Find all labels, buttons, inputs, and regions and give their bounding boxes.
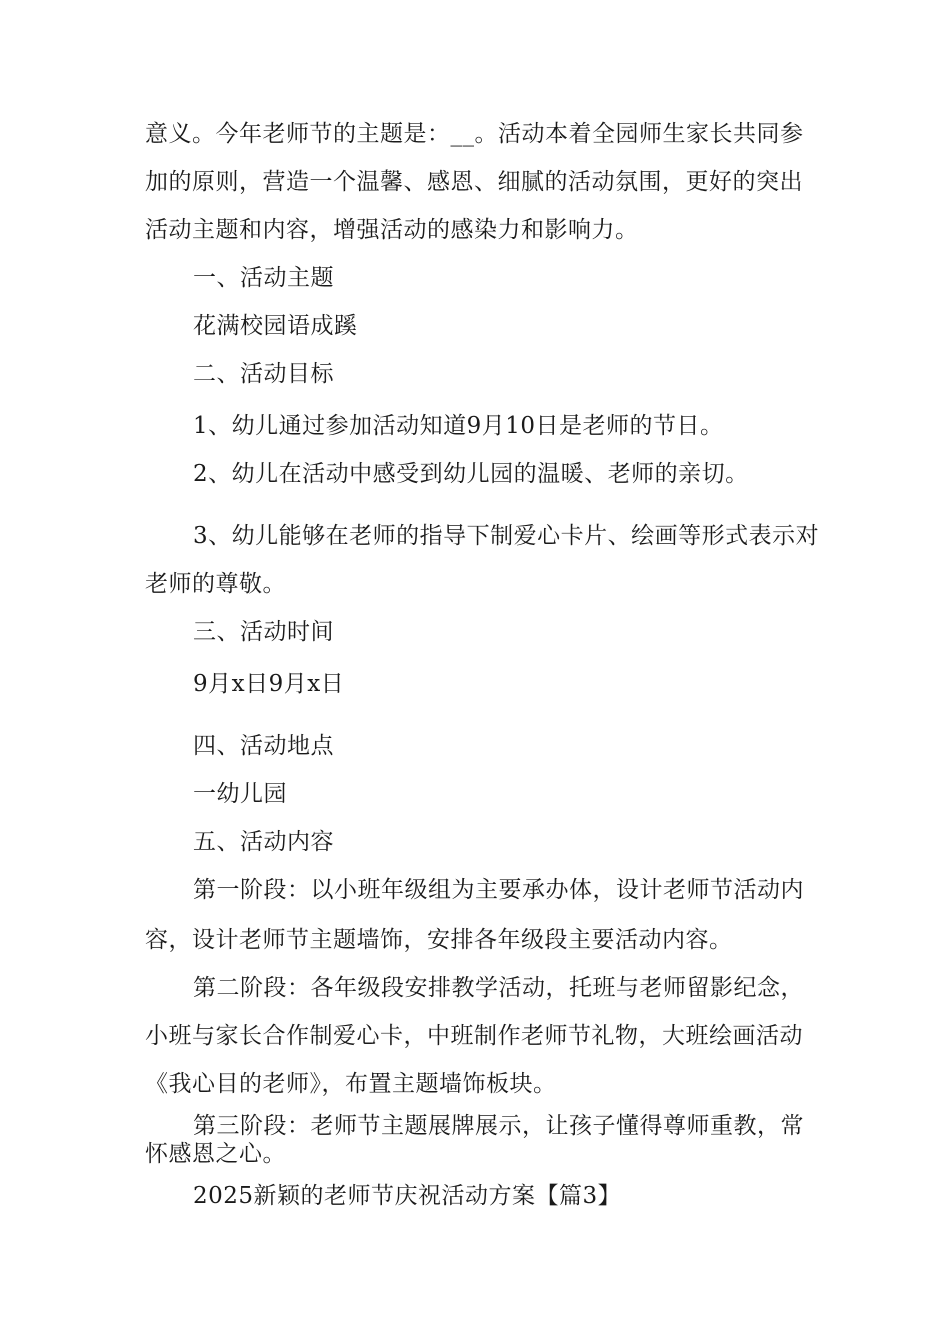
stage-3-line-2: 怀感恩之心。 bbox=[145, 1141, 286, 1167]
section-heading-goals: 二、活动目标 bbox=[193, 361, 334, 387]
next-section-title: 2025新颖的老师节庆祝活动方案【篇3】 bbox=[193, 1183, 622, 1209]
location-text: 一幼儿园 bbox=[193, 781, 287, 807]
stage-2-line-1: 第二阶段：各年级段安排教学活动，托班与老师留影纪念， bbox=[193, 975, 804, 1001]
section-heading-content: 五、活动内容 bbox=[193, 829, 334, 855]
section-heading-time: 三、活动时间 bbox=[193, 619, 334, 645]
intro-line-2: 加的原则，营造一个温馨、感恩、细腻的活动氛围，更好的突出 bbox=[145, 169, 803, 195]
goal-item-1: 1、幼儿通过参加活动知道9月10日是老师的节日。 bbox=[193, 413, 724, 439]
goal-item-2: 2、幼儿在活动中感受到幼儿园的温暖、老师的亲切。 bbox=[193, 461, 749, 487]
time-text: 9月x日9月x日 bbox=[193, 671, 345, 697]
section-heading-location: 四、活动地点 bbox=[193, 733, 334, 759]
intro-line-3: 活动主题和内容，增强活动的感染力和影响力。 bbox=[145, 217, 639, 243]
section-heading-theme: 一、活动主题 bbox=[193, 265, 334, 291]
stage-1-line-1: 第一阶段：以小班年级组为主要承办体，设计老师节活动内 bbox=[193, 877, 804, 903]
stage-1-line-2: 容，设计老师节主题墙饰，安排各年级段主要活动内容。 bbox=[145, 927, 733, 953]
goal-item-3: 3、幼儿能够在老师的指导下制爱心卡片、绘画等形式表示对 bbox=[193, 523, 820, 549]
goal-item-3-continued: 老师的尊敬。 bbox=[145, 571, 286, 597]
theme-text: 花满校园语成蹊 bbox=[193, 313, 358, 339]
stage-3-line-1: 第三阶段：老师节主题展牌展示，让孩子懂得尊师重教，常 bbox=[193, 1113, 804, 1139]
intro-line-1: 意义。今年老师节的主题是：__。活动本着全园师生家长共同参 bbox=[145, 121, 804, 147]
stage-2-line-3: 《我心目的老师》，布置主题墙饰板块。 bbox=[145, 1071, 557, 1097]
stage-2-line-2: 小班与家长合作制爱心卡，中班制作老师节礼物，大班绘画活动 bbox=[145, 1023, 803, 1049]
